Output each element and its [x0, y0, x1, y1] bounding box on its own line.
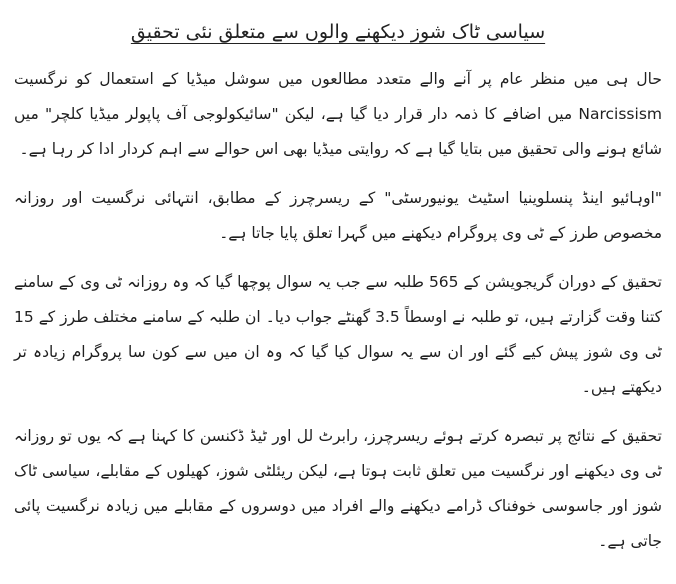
article-paragraph-3: تحقیق کے دوران گریجویشن کے 565 طلبہ سے جب یہ سوال پوچھا گیا کہ وہ روزانہ ٹی وی کے سامنے کتنا وقت گزارتے ہیں، تو طلبہ نے اوسطاً 3.5 گھنٹے جواب دیا۔ ان طلبہ کے سامنے مختلف طرز کے 15 ٹی وی شوز پیش کیے گئے اور ان سے یہ سوال کیا گیا کہ وہ ان میں سے کون سا پروگرام زیادہ تر دیکھتے ہیں۔ [14, 273, 663, 396]
article-paragraph-2: "اوہائیو اینڈ پنسلوینیا اسٹیٹ یونیورسٹی" کے ریسرچرز کے مطابق، انتہائی نرگسیت اور روزانہ مخصوص طرز کے ٹی وی پروگرام دیکھنے میں گہرا تعلق پایا جاتا ہے۔ [14, 189, 662, 242]
article-headline: سیاسی ٹاک شوز دیکھنے والوں سے متعلق نئی تحقیق [130, 21, 546, 43]
article-paragraph-1: حال ہی میں منظر عام پر آنے والے متعدد مطالعوں میں سوشل میڈیا کے استعمال کو نرگسیت Narcissism میں اضافے کا ذمہ دار قرار دیا گیا ہے، لیکن "سائیکولوجی آف پاپولر میڈیا کلچر" میں شائع ہونے والی تحقیق میں بتایا گیا ہے کہ روایتی میڈیا بھی اس حوالے سے اہم کردار ادا کر رہا ہے۔ [14, 70, 662, 158]
article-paragraph-4: تحقیق کے نتائج پر تبصرہ کرتے ہوئے ریسرچرز، رابرٹ لل اور ٹیڈ ڈکنسن کا کہنا ہے کہ یوں تو روزانہ ٹی وی دیکھنے اور نرگسیت میں تعلق ثابت ہوتا ہے، لیکن ریئلٹی شوز، کھیلوں کے مقابلے، سیاسی ٹاک شوز اور جاسوسی خوفناک ڈرامے دیکھنے والے افراد میں دوسروں کے مقابلے میں زیادہ نرگسیت پائی جاتی ہے۔ [14, 427, 662, 550]
